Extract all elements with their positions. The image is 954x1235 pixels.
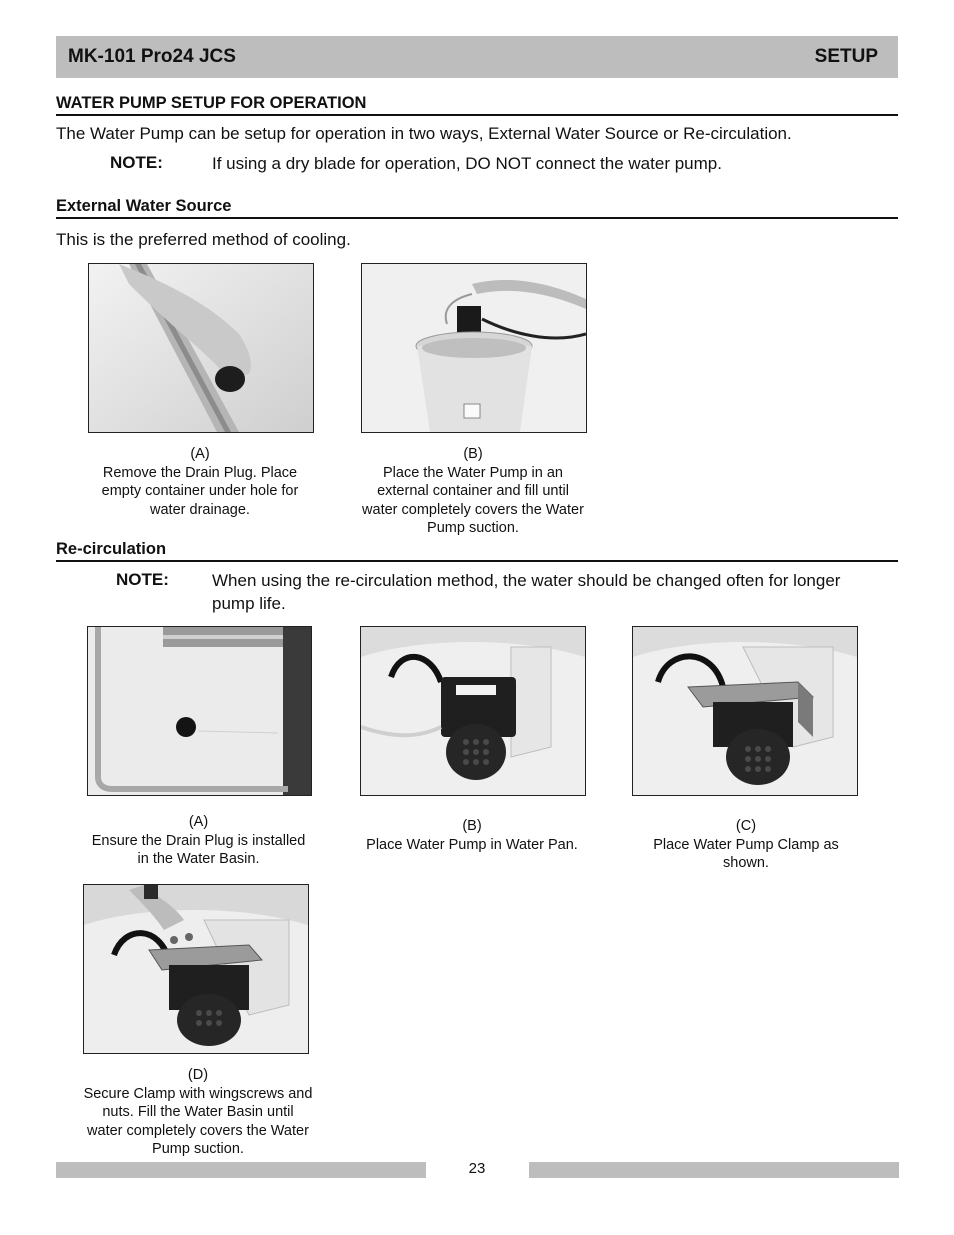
header-bar — [56, 36, 898, 78]
caption-recirc-b — [360, 817, 584, 854]
note-text-recirculation: When using the re-circulation method, the water should be changed often for longer pump life. — [212, 571, 841, 613]
note-label-dry-blade: NOTE: — [110, 153, 163, 172]
section-heading-external-water-source: External Water Source — [56, 197, 898, 219]
header-title: MK-101 Pro24 JCS — [68, 46, 236, 67]
photo-drain-plug-installed — [87, 626, 312, 796]
caption-ext-b — [361, 445, 585, 538]
photo-pump-clamp — [632, 626, 858, 796]
photo-remove-drain-plug — [88, 263, 314, 433]
photo-pump-external-bucket — [361, 263, 587, 433]
caption-recirc-a-text: Ensure the Drain Plug is installed in the Water Basin. — [91, 832, 306, 867]
header-section: SETUP — [814, 46, 878, 67]
caption-recirc-d — [83, 1066, 313, 1159]
photo-pump-in-water-pan — [360, 626, 586, 796]
caption-recirc-a — [87, 813, 310, 869]
caption-ext-a-text: Remove the Drain Plug. Place empty container under hole for water drainage. — [101, 464, 299, 518]
footer-bar-right — [529, 1162, 899, 1178]
caption-recirc-b-tag: (B) — [462, 818, 482, 834]
caption-recirc-c-tag: (C) — [735, 818, 757, 834]
caption-recirc-c — [634, 817, 858, 873]
section-heading-water-pump-setup: WATER PUMP SETUP FOR OPERATION — [56, 94, 898, 116]
caption-recirc-d-tag: (D) — [187, 1067, 209, 1083]
caption-ext-b-text: Place the Water Pump in an external container and fill until water completely covers the Water Pump suction. — [362, 464, 584, 536]
page-number: 23 — [468, 1160, 486, 1177]
caption-recirc-b-text: Place Water Pump in Water Pan. — [366, 836, 578, 853]
caption-recirc-c-text: Place Water Pump Clamp as shown. — [653, 836, 839, 871]
caption-ext-b-tag: (B) — [463, 446, 483, 462]
caption-ext-a — [88, 445, 312, 519]
footer-bar-left — [56, 1162, 426, 1178]
note-text-dry-blade: If using a dry blade for operation, DO NOT connect the water pump. — [212, 154, 722, 173]
photo-secure-clamp — [83, 884, 309, 1054]
external-intro: This is the preferred method of cooling. — [56, 230, 351, 249]
caption-recirc-a-tag: (A) — [188, 814, 209, 830]
section-heading-recirculation: Re-circulation — [56, 540, 898, 562]
caption-ext-a-tag: (A) — [190, 446, 210, 462]
note-label-recirculation: NOTE: — [116, 570, 169, 589]
caption-recirc-d-text: Secure Clamp with wingscrews and nuts. Fill the Water Basin until water completely covers the Water Pump suction. — [83, 1085, 313, 1157]
water-pump-intro: The Water Pump can be setup for operation in two ways, External Water Source or Re-circulation. — [56, 124, 792, 143]
